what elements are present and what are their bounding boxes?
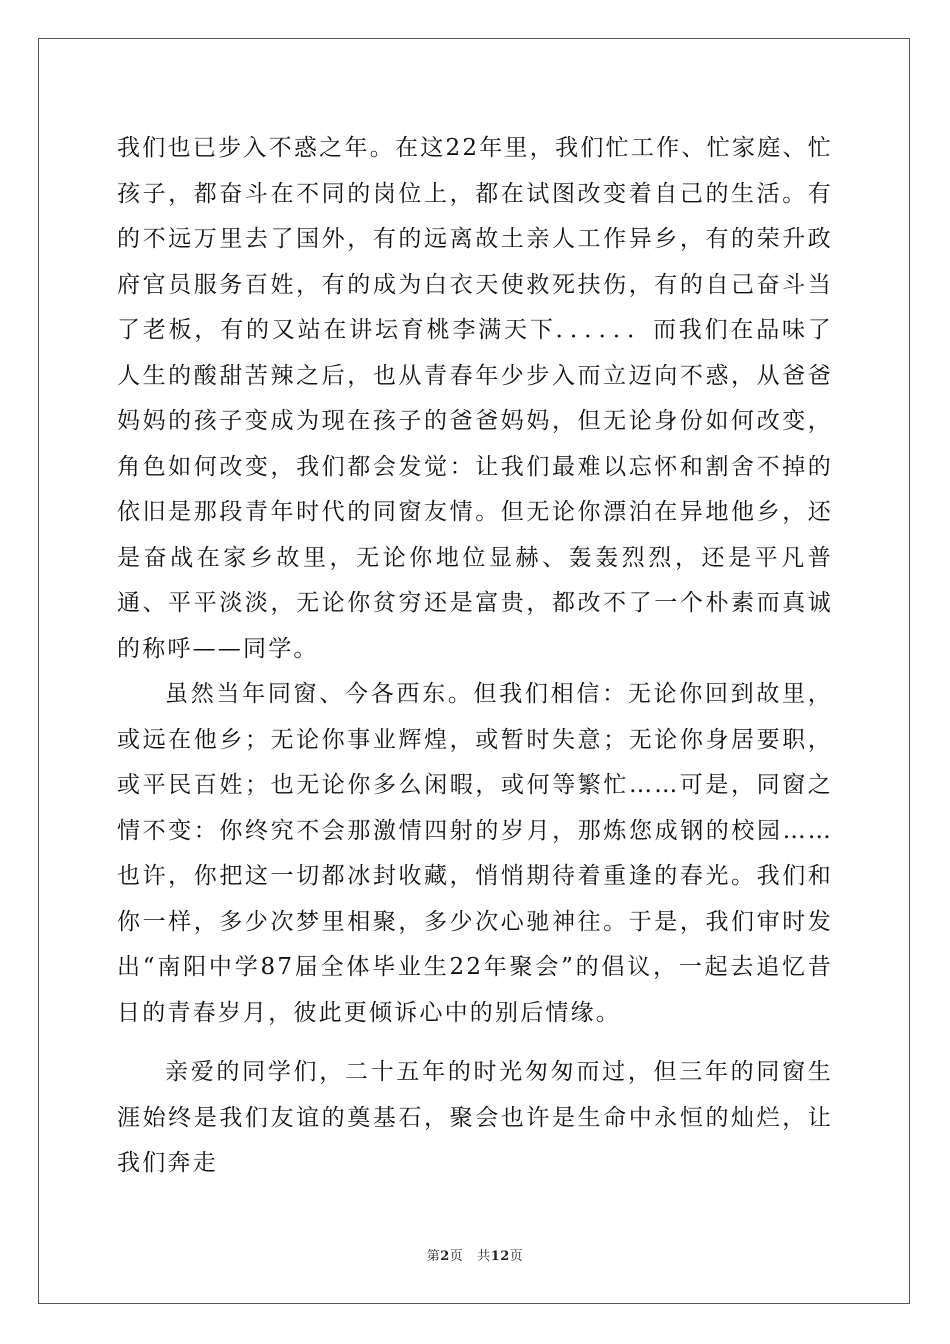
paragraph-2: 虽然当年同窗、今各西东。但我们相信：无论你回到故里，或远在他乡；无论你事业辉煌，或暂时失意；无论你身居要职，或平民百姓；也无论你多么闲暇，或何等繁忙……可是，同窗之情不变：你终究不会那激情四射的岁月，那炼您成钢的校园……也许，你把这一切都冰封收藏，悄悄期待着重逢的春光。我们和你一样，多少次梦里相聚，多少次心驰神往。于是，我们审时发出“南阳中学87届全体毕业生22年聚会”的倡议，一起去追忆昔日的青春岁月，彼此更倾诉心中的别后情缘。 — [117, 681, 833, 1026]
total-pages: 12 — [490, 1249, 510, 1264]
page-suffix: 页 — [449, 1249, 464, 1264]
document-body — [117, 126, 833, 1187]
total-prefix: 共 — [477, 1249, 491, 1264]
paragraph-3: 亲爱的同学们，二十五年的时光匆匆而过，但三年的同窗生涯始终是我们友谊的奠基石，聚会也许是生命中永恒的灿烂，让我们奔走 — [117, 1059, 833, 1176]
page-prefix: 第 — [426, 1249, 441, 1264]
paragraph-1: 我们也已步入不惑之年。在这22年里，我们忙工作、忙家庭、忙孩子，都奋斗在不同的岗位上，都在试图改变着自己的生活。有的不远万里去了国外，有的远离故土亲人工作异乡，有的荣升政府官员服务百姓，有的成为白衣天使救死扶伤，有的自己奋斗当了老板，有的又站在讲坛育桃李满天下．．．．．．而我们在品味了人生的酸甜苦辣之后，也从青春年少步入而立迈向不惑，从爸爸妈妈的孩子变成为现在孩子的爸爸妈妈，但无论身份如何改变，角色如何改变，我们都会发觉：让我们最难以忘怀和割舍不掉的依旧是那段青年时代的同窗友情。但无论你漂泊在异地他乡，还是奋战在家乡故里，无论你地位显赫、轰轰烈烈，还是平凡普通、平平淡淡，无论你贫穷还是富贵，都改不了一个朴素而真诚的称呼——同学。 — [117, 135, 833, 662]
page-number: 2 — [440, 1249, 450, 1264]
page-footer — [0, 1245, 950, 1264]
total-suffix: 页 — [509, 1249, 524, 1264]
footer-gap — [463, 1249, 477, 1264]
